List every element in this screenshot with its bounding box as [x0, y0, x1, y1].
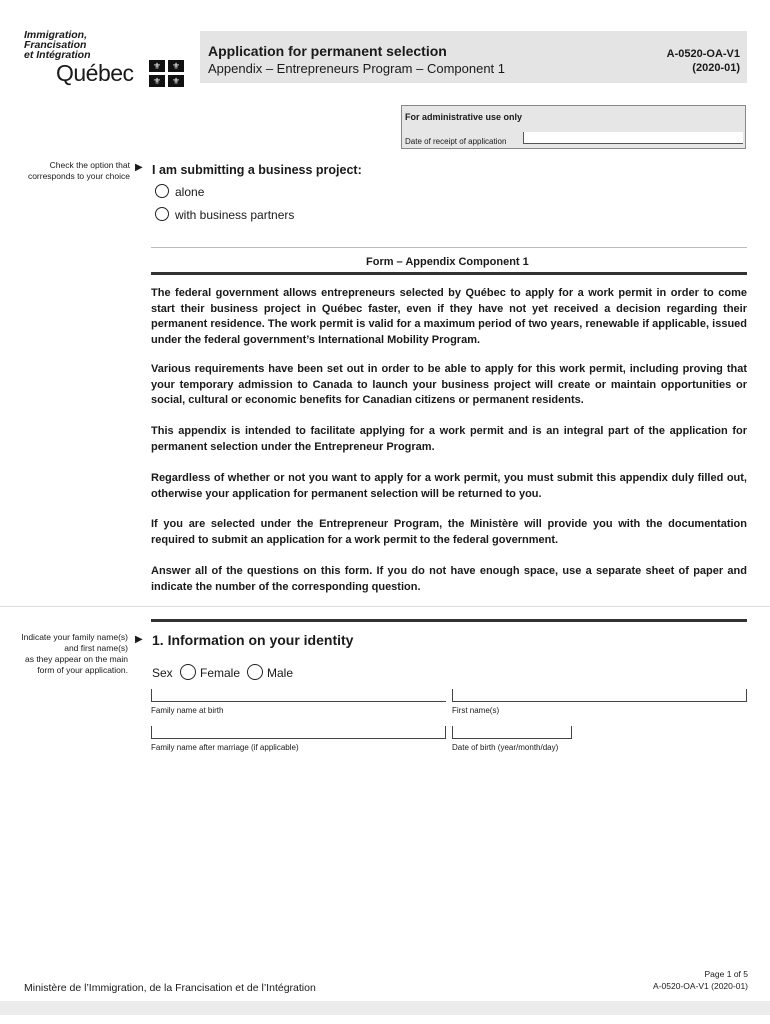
- radio-male-label: Male: [267, 666, 294, 680]
- intro-paragraph-1: The federal government allows entrepreneurs selected by Québec to apply for a work permit in order to come start their business project in Québec faster, even if they have not yet received a decision regarding their permanent residence. The work permit is valid for a maximum period of two years, renewable if applicable, issued under the federal government’s International Mobility Program.: [151, 287, 747, 346]
- ministry-logo-text: [24, 30, 134, 60]
- identity-side-note-line3: as they appear on the main: [24, 654, 128, 664]
- form-code-number: A-0520-OA-V1: [666, 48, 740, 60]
- first-names-label: First name(s): [452, 706, 500, 715]
- radio-with-partners-label: with business partners: [175, 208, 295, 222]
- fleur-de-lis-flag-icon: ⚜ ⚜ ⚜ ⚜: [149, 60, 186, 87]
- admin-date-label: Date of receipt of application: [405, 137, 507, 146]
- form-subtitle: Appendix – Entrepreneurs Program – Component 1: [208, 61, 506, 76]
- intro-paragraph-2: Various requirements have been set out in order to be able to apply for this work permit, including proving that your temporary admission to Canada to launch your business project will create or maintain opportunities or social, cultural or economic benefits for Canadian citizens or permanent residents.: [151, 363, 747, 406]
- pointer-arrow-icon: ▶: [135, 634, 143, 645]
- radio-alone-label: alone: [175, 185, 205, 199]
- sex-label: Sex: [152, 666, 173, 680]
- family-name-birth-label: Family name at birth: [151, 706, 224, 715]
- footer-ministry: Ministère de l’Immigration, de la Francisation et de l’Intégration: [24, 982, 316, 994]
- date-of-birth-input[interactable]: [452, 726, 572, 739]
- bottom-bar: [0, 1001, 770, 1015]
- radio-female-label: Female: [200, 666, 241, 680]
- intro-paragraph-5: If you are selected under the Entrepreneur Program, the Ministère will provide you with the documentation required to submit an application for a work permit to the federal government.: [151, 518, 747, 546]
- divider: [151, 247, 747, 248]
- intro-paragraph-3: This appendix is intended to facilitate applying for a work permit and is an integral part of the application for permanent selection under the Entrepreneur Program.: [151, 425, 747, 453]
- identity-side-note-line4: form of your application.: [37, 665, 128, 675]
- divider: [0, 606, 770, 607]
- logo-org-line1: Immigration,: [24, 29, 88, 41]
- form-code-version: (2020-01): [692, 62, 740, 74]
- family-name-birth-input[interactable]: [151, 689, 446, 702]
- project-side-note: [2, 160, 130, 182]
- radio-female[interactable]: [180, 664, 196, 680]
- appendix-form-title: Form – Appendix Component 1: [366, 256, 529, 268]
- logo-org-line2: Francisation: [24, 39, 87, 51]
- admin-date-field[interactable]: [523, 132, 743, 144]
- form-title: Application for permanent selection: [208, 43, 447, 59]
- section-rule: [151, 619, 747, 622]
- intro-paragraph-4: Regardless of whether or not you want to apply for a work permit, you must submit this appendix duly filled out, otherwise your application for permanent selection will be returned to you.: [151, 472, 747, 500]
- family-name-marriage-label: Family name after marriage (if applicable): [151, 743, 299, 752]
- identity-side-note: [0, 632, 128, 676]
- quebec-wordmark: Québec: [56, 60, 134, 86]
- footer-form-code: A-0520-OA-V1 (2020-01): [653, 981, 748, 991]
- first-names-input[interactable]: [452, 689, 747, 702]
- footer-page-info: [653, 968, 748, 992]
- logo-org-line3: et Intégration: [24, 49, 91, 61]
- date-of-birth-label: Date of birth (year/month/day): [452, 743, 559, 752]
- radio-male[interactable]: [247, 664, 263, 680]
- pointer-arrow-icon: ▶: [135, 162, 143, 173]
- project-question: I am submitting a business project:: [152, 163, 362, 177]
- radio-with-partners[interactable]: [155, 207, 169, 221]
- section-rule: [151, 272, 747, 275]
- identity-side-note-line2: and first name(s): [64, 643, 128, 653]
- page-number: Page 1 of 5: [704, 969, 748, 979]
- family-name-marriage-input[interactable]: [151, 726, 446, 739]
- identity-heading: 1. Information on your identity: [152, 632, 354, 648]
- radio-alone[interactable]: [155, 184, 169, 198]
- form-code: [667, 47, 740, 75]
- project-side-note-line1: Check the option that: [49, 160, 130, 170]
- intro-paragraph-6: Answer all of the questions on this form. If you do not have enough space, use a separate sheet of paper and indicate the number of the corresponding question.: [151, 565, 747, 593]
- identity-side-note-line1: Indicate your family name(s): [21, 632, 128, 642]
- project-side-note-line2: corresponds to your choice: [27, 171, 130, 181]
- admin-title: For administrative use only: [405, 112, 523, 122]
